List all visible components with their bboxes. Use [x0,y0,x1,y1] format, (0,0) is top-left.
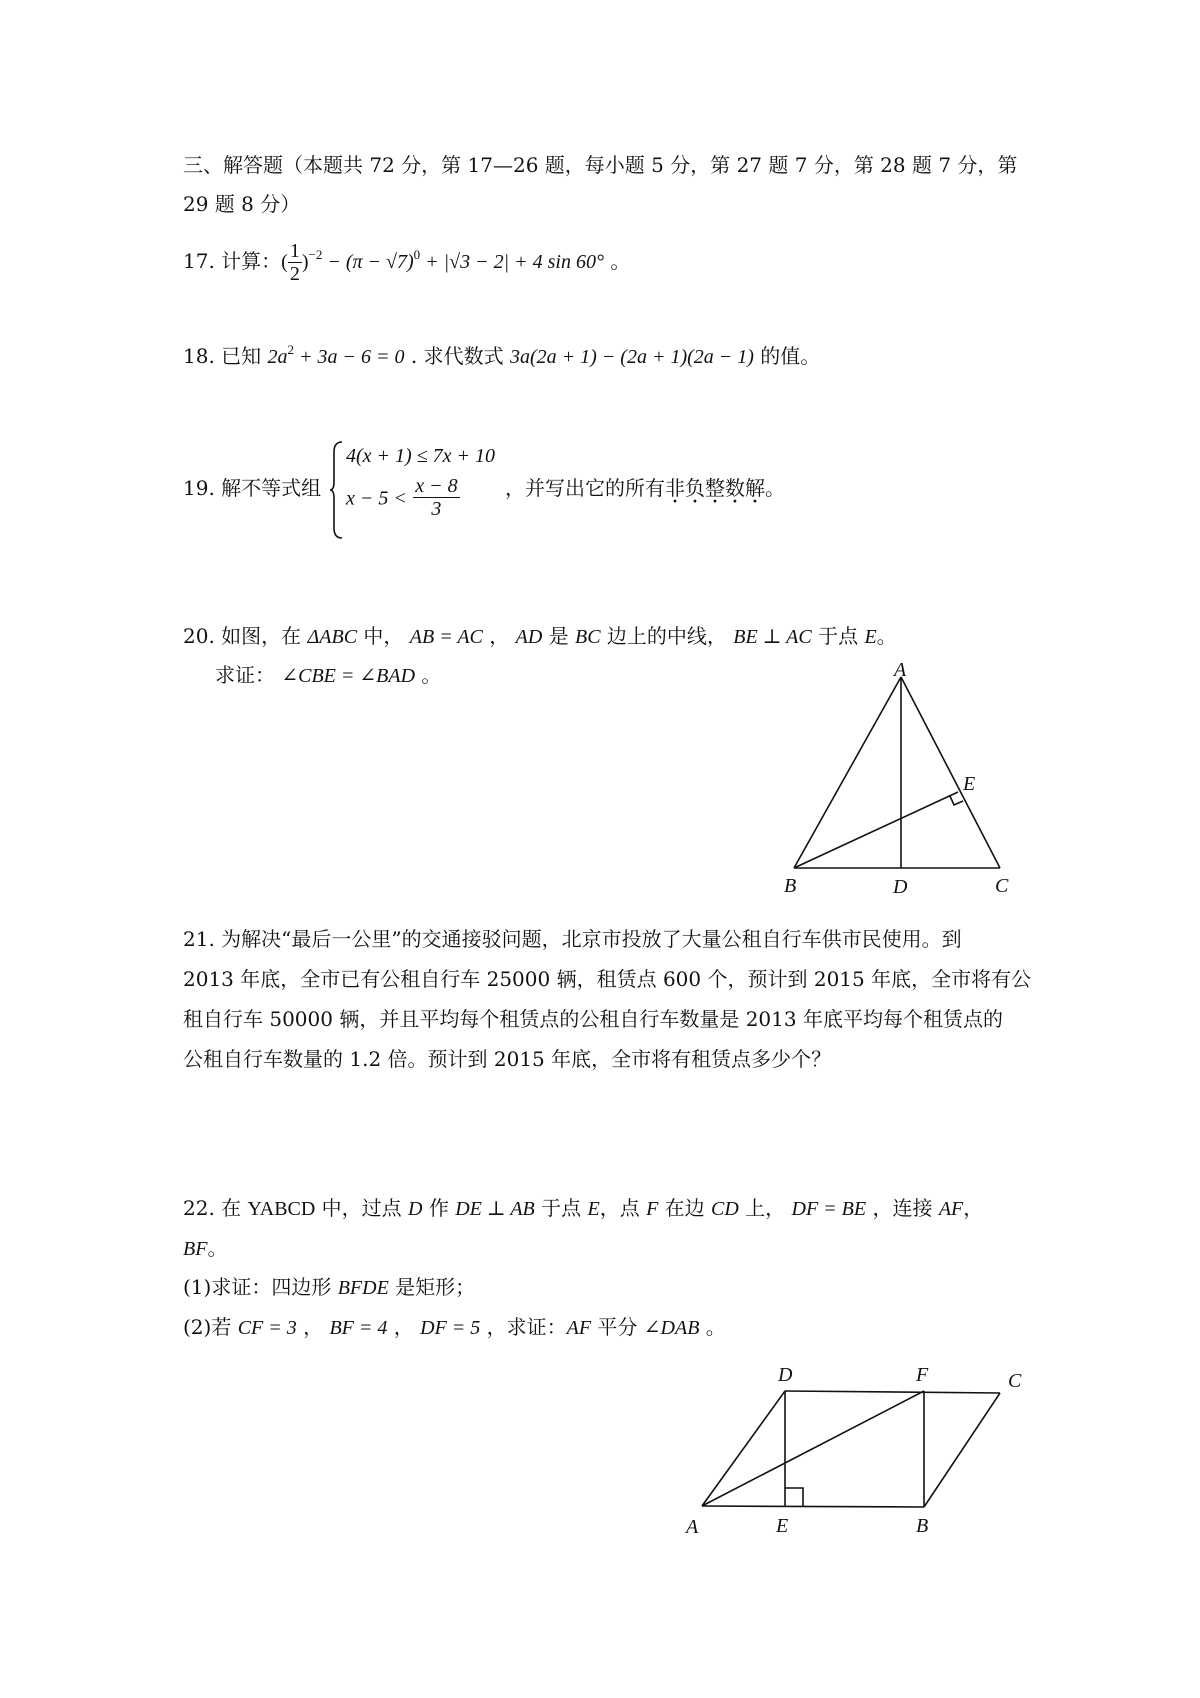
q17-fraction [288,240,302,285]
q19-dotted-char: 整 [705,476,725,500]
q17-frac-den: 2 [289,263,300,285]
q17-suffix: 。 [603,249,631,273]
q20-triangle-figure [760,660,1020,900]
q22-text: 在边 [658,1196,711,1220]
q18-prefix: 18. 已知 [183,344,268,368]
q22-text: 作 [422,1196,456,1220]
q19-dotted-char: 解 [745,476,765,500]
q22-text: 中，过点 [315,1196,409,1220]
q22-math: F [646,1198,659,1220]
q20-altitude-be [794,792,958,868]
q22-math: BFDE [337,1277,389,1299]
question-22-line1 [183,1195,983,1222]
q17-expr-c: + |√3 − 2| + 4 sin 60° [420,251,604,273]
q18-eq-part-a: 2a [267,346,288,368]
q22-math: BF = 4 [329,1317,388,1339]
q20-label-a: A [894,660,907,681]
question-20-line2 [215,662,441,689]
q22-math: AF [938,1198,964,1220]
q19-ineq2-den: 3 [431,498,442,520]
q20-label-d: D [893,876,908,898]
q19-dotted-char: 数 [725,476,745,500]
q19-suffix [505,475,785,501]
q20-text: 。 [415,663,442,687]
q22-parallelogram-figure [680,1355,1030,1555]
q22-label-d: D [778,1364,793,1386]
q22-text: 。 [207,1236,228,1260]
q22-text: ，连接 [866,1196,939,1220]
q22-math: CF = 3 [237,1317,297,1339]
q20-side-ab [794,677,901,868]
q20-text: 于点 [811,624,865,648]
question-20-line1 [183,623,897,650]
q22-math: ∠DAB [643,1317,700,1339]
q20-text: 边上的中线， [600,624,734,648]
q19-suffix-a: ，并写出它的所有 [505,476,665,500]
q20-side-ac [901,677,1000,868]
q19-inequality-1: 4(x + 1) ≤ 7x + 10 [346,445,496,467]
q22-text: (2)若 [183,1315,238,1339]
q17-exp-a: −2 [308,247,323,262]
q22-text: ， [387,1315,421,1339]
q20-math: BC [575,626,601,648]
q20-text: ， [482,624,516,648]
q20-right-angle-mark [950,796,963,805]
q18-mid: . 求代数式 [404,344,510,368]
q19-prefix: 19. 解不等式组 [183,476,322,500]
q20-math: ∠CBE = ∠BAD [281,665,416,687]
q17-prefix: 17. 计算： [183,249,282,273]
q22-text: 平分 [591,1315,644,1339]
q22-label-c: C [1008,1370,1022,1392]
q22-text: ， [963,1196,984,1220]
q19-brace [330,440,344,540]
q22-math: CD [711,1198,739,1220]
q22-label-f: F [916,1364,929,1386]
q20-label-c: C [995,875,1009,897]
q18-suffix: 的值。 [753,344,821,368]
q22-label-a: A [686,1516,699,1538]
question-17: 17. 计算：( $\frac{1}{2}$ )$^{-2} - (\pi - √7)^0 + |√3 - 2| + 4$ sin 60° 。 [183,240,631,285]
q17-frac-num: 1 [289,240,300,262]
q22-math: D [408,1198,423,1220]
q20-label-b: B [784,875,797,897]
q19-dotted-char: 非 [665,476,685,500]
q17-exp-b: 0 [413,247,421,262]
q19-dotted-char: 负 [685,476,705,500]
question-21-line2: 2013 年底，全市已有公租自行车 25000 辆，租赁点 600 个，预计到 2015 年底，全市将有公 [183,967,1032,991]
q20-text: 20. 如图，在 [183,624,308,648]
q22-text: ， [296,1315,330,1339]
q22-math: DE ⊥ AB [455,1198,535,1220]
q22-text: (1)求证：四边形 [183,1275,338,1299]
q20-triangle: ΔABC [307,626,358,648]
q22-parallelogram: YABCD [247,1198,316,1220]
question-18 [183,343,820,370]
q22-math: DF = BE [791,1198,867,1220]
q22-label-b: B [916,1515,929,1537]
q22-side-ab [702,1506,924,1507]
q22-text: 上， [738,1196,792,1220]
q20-text: 求证： [215,663,282,687]
question-21-line3: 租自行车 50000 辆，并且平均每个租赁点的公租自行车数量是 2013 年底平均每个租赁点的 [183,1007,1003,1031]
question-21-line1: 21. 为解决“最后一公里”的交通接驳问题，北京市投放了大量公租自行车供市民使用。到 [183,927,962,951]
q19-inequality-2 [346,477,460,537]
q17-expr-a: ) [301,251,309,273]
q22-math: DF = 5 [420,1317,481,1339]
q20-math: AB = AC [409,626,483,648]
q20-text: 。 [876,624,897,648]
q22-math: E [587,1198,600,1220]
q17-expr-b: − (π − √7) [322,251,414,273]
q22-side-ad [702,1391,785,1506]
q22-side-dc [785,1391,1000,1393]
question-22-part2 [183,1314,726,1341]
q22-text: 是矩形； [388,1275,476,1299]
question-22-line2 [183,1235,227,1262]
q22-text: ，点 [599,1196,647,1220]
q20-math: BE ⊥ AC [733,626,812,648]
q22-segment-af [702,1391,924,1506]
q22-math: BF [183,1238,208,1260]
q22-text: ，求证： [480,1315,567,1339]
q22-side-bc [924,1393,1000,1507]
q18-eq-part-b: + 3a − 6 = 0 [294,346,405,368]
q22-label-e: E [776,1515,789,1537]
q20-text: 中， [357,624,410,648]
question-22-part1 [183,1274,475,1301]
q19-ineq2-num: x − 8 [415,475,458,497]
q22-text: 。 [699,1315,726,1339]
section-header-line2: 29 题 8 分） [183,192,301,216]
q19-ineq2-fraction [413,475,459,520]
q22-text: 22. 在 [183,1196,248,1220]
q19-ineq2-left: x − 5 < [346,487,407,510]
q22-text: 于点 [534,1196,588,1220]
q20-math: AD [515,626,543,648]
section-header-line1: 三、解答题（本题共 72 分，第 17—26 题，每小题 5 分，第 27 题 7 分，第 28 题 7 分，第 [183,153,1018,177]
q22-right-angle-mark [785,1488,803,1506]
q18-eq-exp: 2 [287,342,295,357]
question-21-line4: 公租自行车数量的 1.2 倍。预计到 2015 年底，全市将有租赁点多少个？ [183,1047,832,1071]
q20-label-e: E [963,773,976,795]
q19-suffix-b: 。 [765,476,785,500]
q22-math: AF [566,1317,592,1339]
q20-math: E [864,626,877,648]
q18-expression: 3a(2a + 1) − (2a + 1)(2a − 1) [509,346,754,368]
q20-text: 是 [542,624,575,648]
